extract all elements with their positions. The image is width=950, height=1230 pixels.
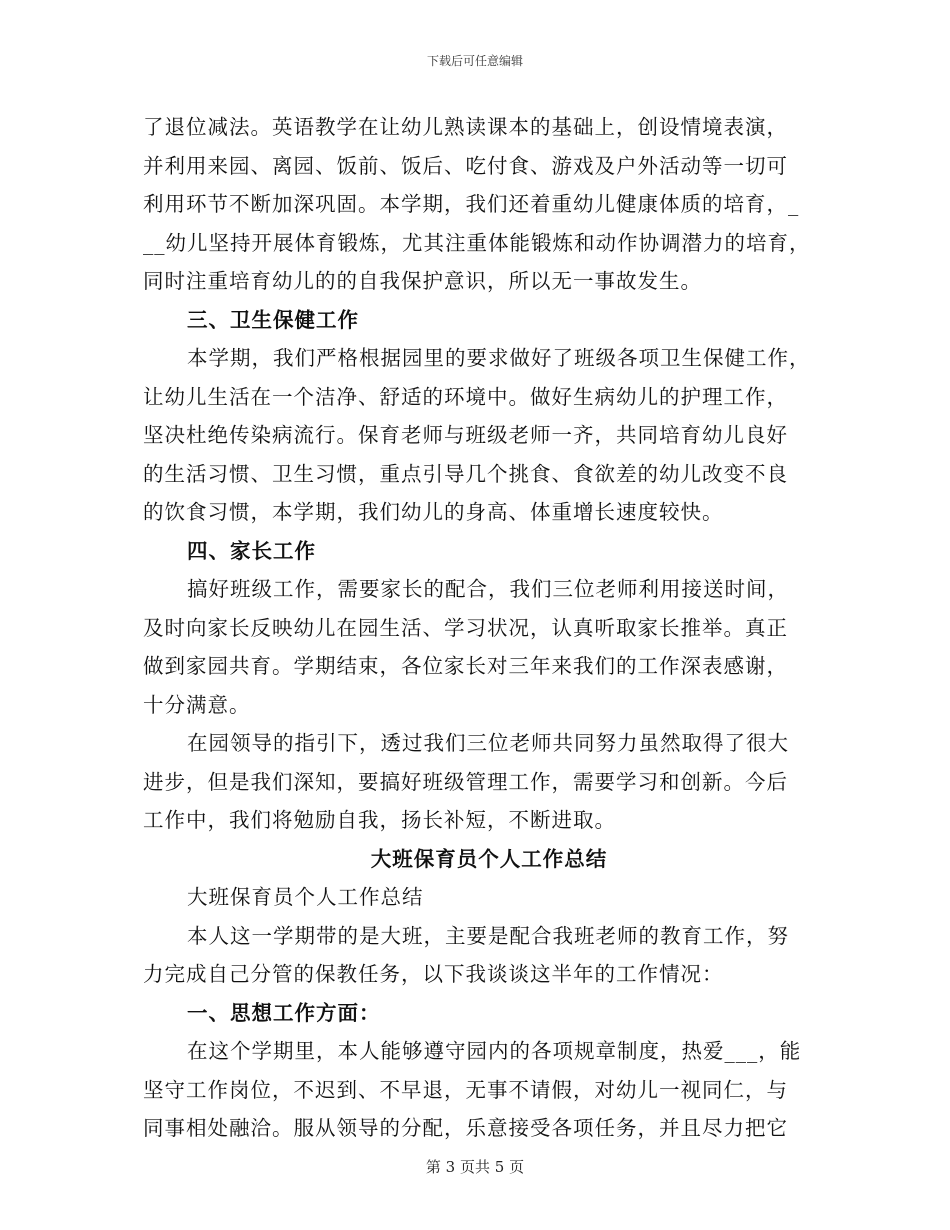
paragraph-first-line: 搞好班级工作，需要家长的配合，我们三位老师利用接送时间， [187,577,789,601]
paragraph-line: 的生活习惯、卫生习惯，重点引导几个挑食、食欲差的幼儿改变不良 [143,461,788,486]
paragraph-line: __幼儿坚持开展体育锻炼，尤其注重体能锻炼和动作协调潜力的培育， [143,230,811,255]
paragraph-line: 并利用来园、离园、饭前、饭后、吃付食、游戏及户外活动等一切可 [143,153,788,178]
paragraph-line: 同时注重培育幼儿的的自我保护意识，所以无一事故发生。 [143,269,702,293]
section-heading: 三、卫生保健工作 [187,307,359,332]
paragraph-line: 了退位减法。英语教学在让幼儿熟读课本的基础上，创设情境表演， [143,115,788,139]
paragraph-line: 同事相处融洽。服从领导的分配，乐意接受各项任务，并且尽力把它 [143,1116,788,1140]
page-header: 下载后可任意编辑 [426,54,523,68]
paragraph-first-line: 本人这一学期带的是大班，主要是配合我班老师的教育工作，努 [187,923,789,948]
section-heading: 四、家长工作 [187,538,316,563]
paragraph-line: 利用环节不断加深巩固。本学期，我们还着重幼儿健康体质的培育，_ [143,192,800,216]
paragraph-line: 坚决杜绝传染病流行。保育老师与班级老师一齐，共同培育幼儿良好 [143,423,788,447]
paragraph-first-line: 在园领导的指引下，透过我们三位老师共同努力虽然取得了很大 [187,731,789,755]
paragraph-line: 及时向家长反映幼儿在园生活、学习状况，认真听取家长推举。真正 [143,615,788,640]
section-heading: 一、思想工作方面： [187,1000,381,1025]
paragraph-line: 做到家园共育。学期结束，各位家长对三年来我们的工作深表感谢， [143,654,788,678]
paragraph-line: 力完成自己分管的保教任务，以下我谈谈这半年的工作情况： [143,962,724,986]
document-body [143,108,813,1148]
paragraph-line: 坚守工作岗位，不迟到、不早退，无事不请假，对幼儿一视同仁，与 [143,1077,788,1102]
paragraph-line: 工作中，我们将勉励自我，扬长补短，不断进取。 [143,808,616,832]
paragraph-line: 十分满意。 [143,692,251,717]
paragraph-first-line: 大班保育员个人工作总结 [187,885,424,909]
paragraph-line: 进步，但是我们深知，要搞好班级管理工作，需要学习和创新。今后 [143,769,788,794]
paragraph-line: 的饮食习惯，本学期，我们幼儿的身高、体重增长速度较快。 [143,500,724,524]
document-title: 大班保育员个人工作总结 [370,846,608,871]
paragraph-first-line: 本学期，我们严格根据园里的要求做好了班级各项卫生保健工作， [187,346,811,370]
page-footer: 第 3 页共 5 页 [425,1158,525,1176]
paragraph-line: 让幼儿生活在一个洁净、舒适的环境中。做好生病幼儿的护理工作， [143,384,788,409]
paragraph-first-line: 在这个学期里，本人能够遵守园内的各项规章制度，热爱___，能 [187,1039,802,1063]
